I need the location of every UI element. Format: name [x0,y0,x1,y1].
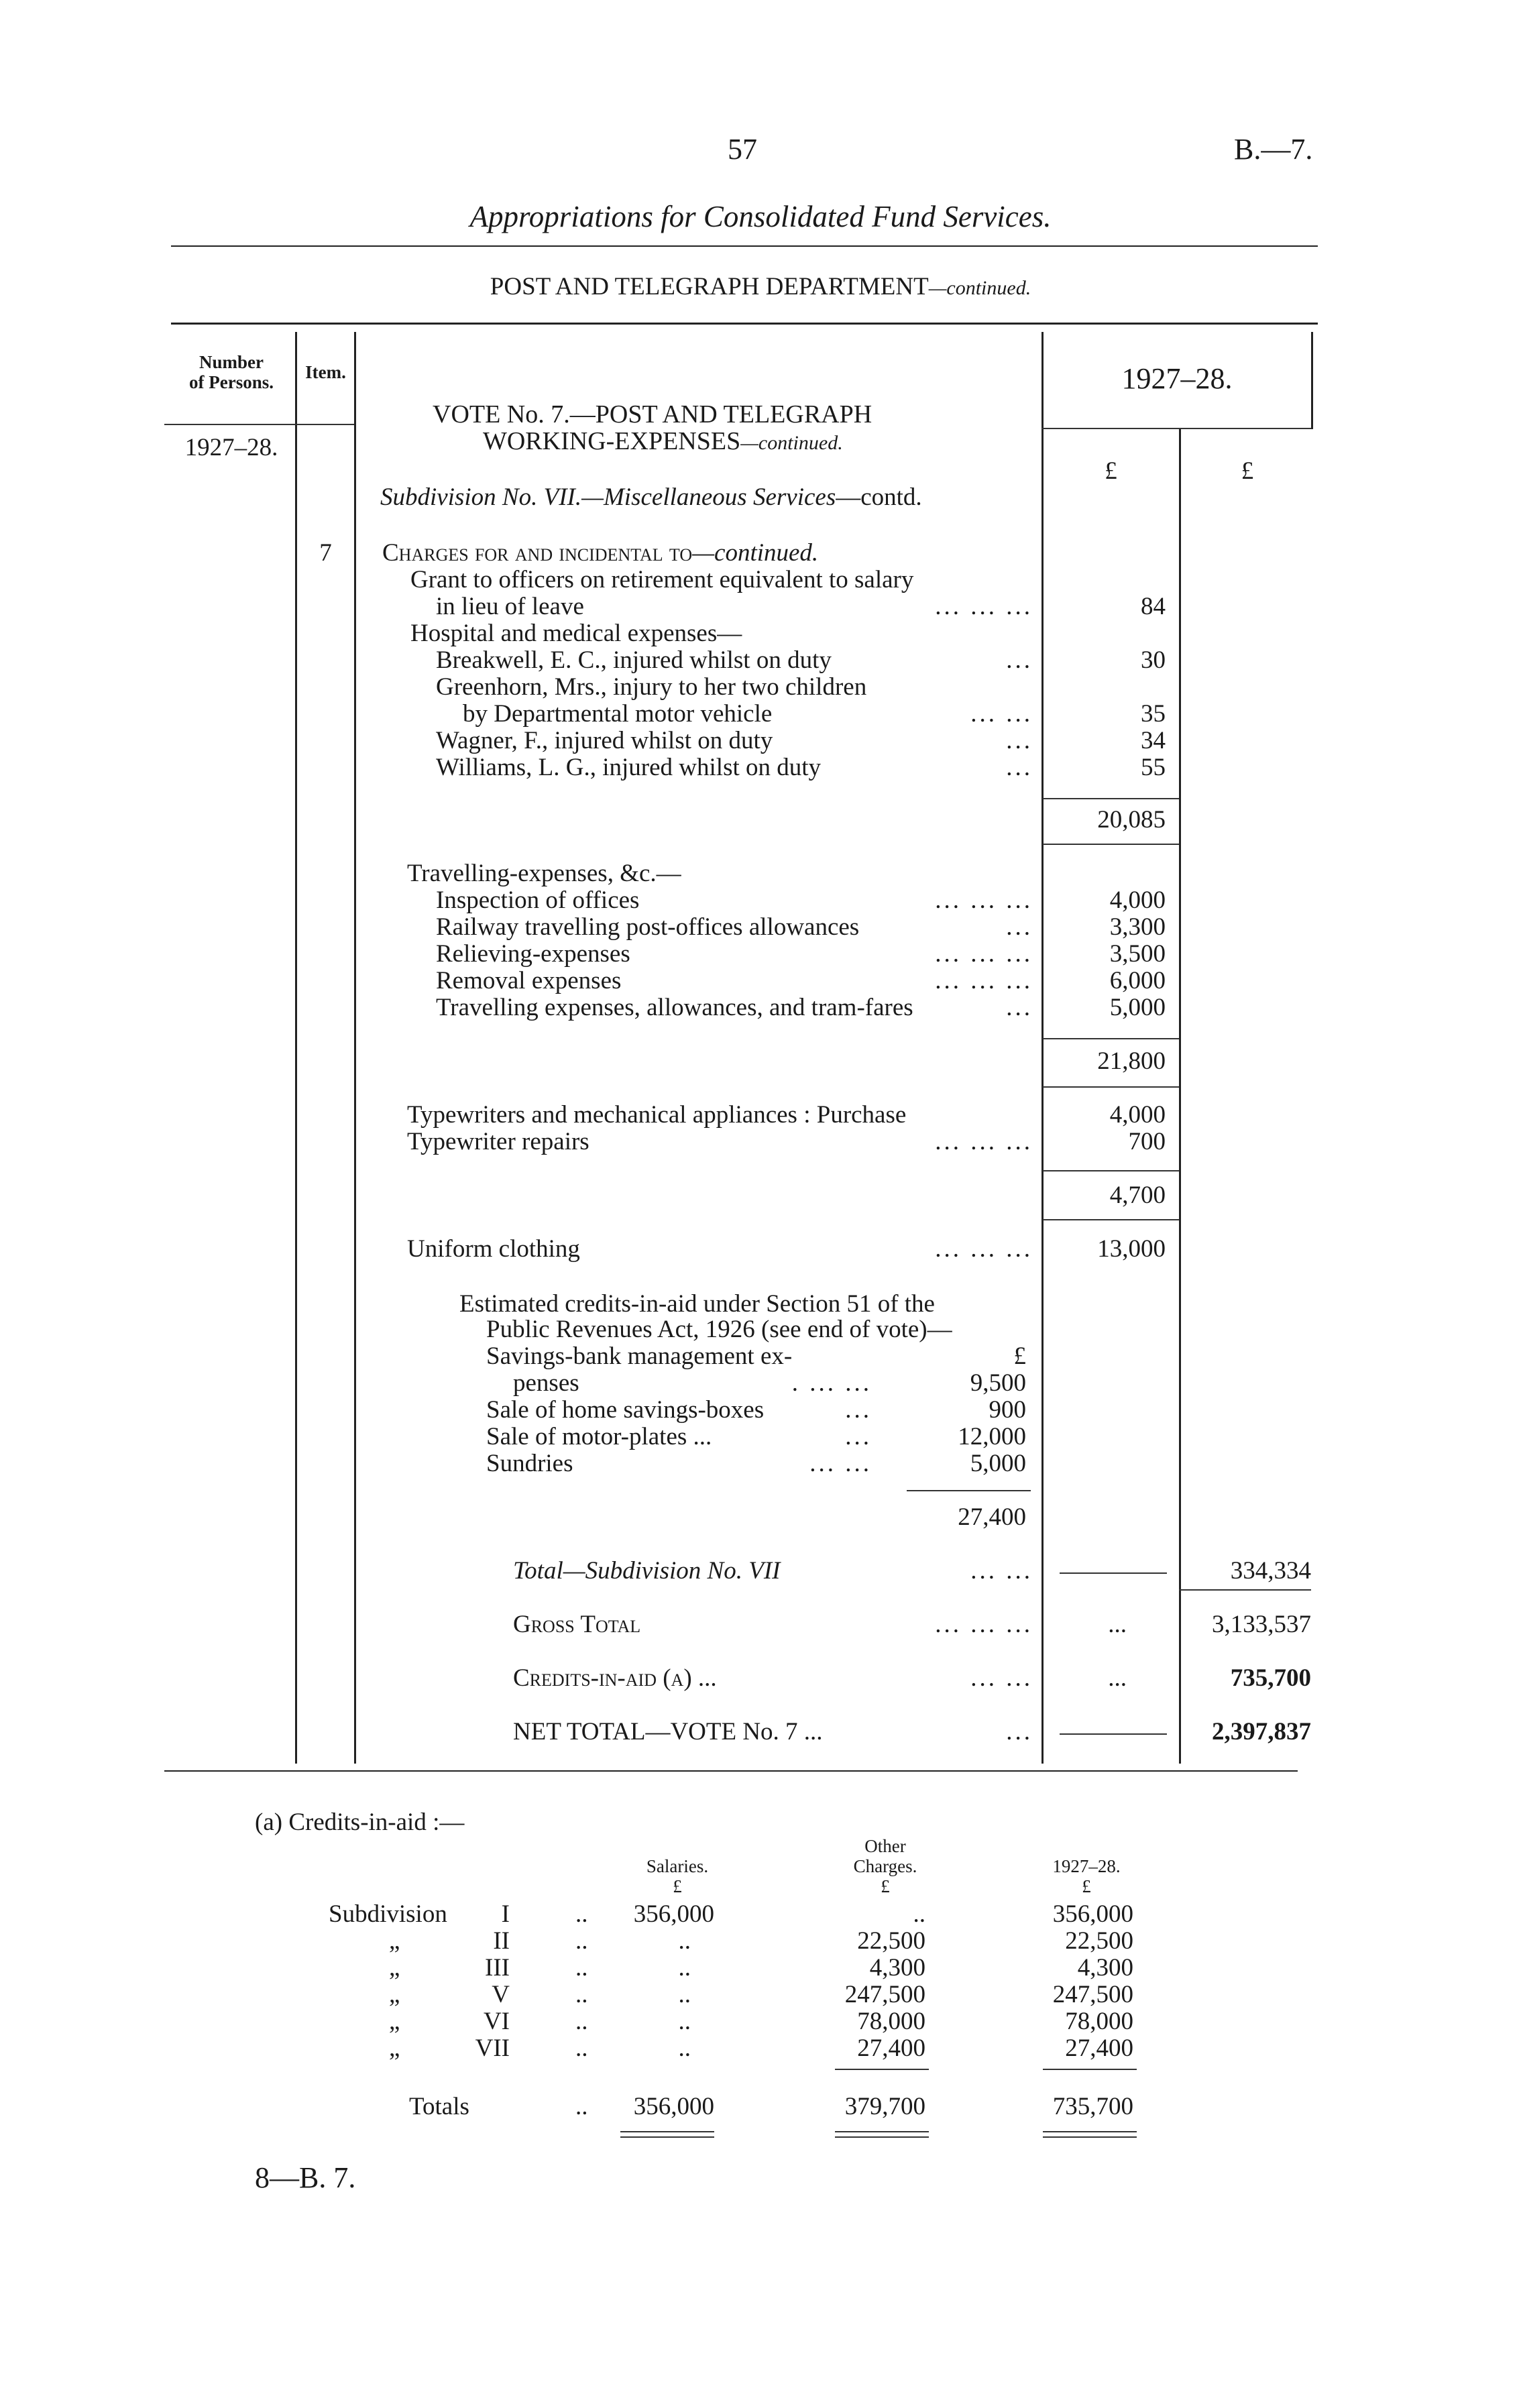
footnote-year-double-rule [1043,2131,1137,2132]
credits-total: 27,400 [958,1503,1026,1531]
williams-amount: 55 [1141,754,1166,781]
footnote-heading: (a) Credits-in-aid :— [255,1809,465,1836]
item-header: Item. [305,362,346,382]
greenhorn-line1: Greenhorn, Mrs., injury to her two children [436,673,867,701]
net-total-label: NET TOTAL—VOTE No. 7 ... [513,1718,823,1745]
gross-total-mid-leader: ... [1108,1611,1127,1638]
year-header-rule [1041,428,1311,429]
travelling-subtotal-underline [1043,1086,1179,1088]
typewriters-purchase-label: Typewriters and mechanical appliances : Purchase [407,1101,907,1129]
footnote-row-other: 22,500 [857,1927,925,1955]
charges-heading-text: Charges for and incidental to [382,539,693,567]
footnote-row-dots: .. [575,1900,588,1928]
charges-heading-suffix: —continued. [692,539,819,567]
column-divider-amounts [1179,429,1181,1764]
hospital-heading: Hospital and medical expenses— [410,620,742,647]
persons-year: 1927–28. [184,434,278,461]
charges-heading [382,540,818,567]
footnote-totals-other: 379,700 [844,2093,925,2120]
subdivision-suffix: —contd. [836,483,922,511]
typewriters-subtotal-rule [1043,1170,1179,1171]
typewriters-repairs-leader: ... ... ... [935,1128,1033,1155]
travelling-subtotal: 21,800 [1097,1047,1166,1075]
footnote-salaries-double-rule [620,2136,714,2138]
footnote-col-other-line1: Other [864,1836,906,1856]
travelling-item-amount: 6,000 [1109,967,1166,994]
charges-subtotal: 20,085 [1097,806,1166,834]
footnote-row-other: 27,400 [857,2034,925,2062]
credits-heading-line2: Public Revenues Act, 1926 (see end of vote)— [486,1316,952,1343]
charges-subtotal-rule [1043,798,1179,799]
travelling-item-label: Relieving-expenses [436,940,630,968]
footnote-row-roman: III [485,1954,510,1982]
subdivision-total-underline [1179,1589,1311,1591]
footnote-row-year: 78,000 [1065,2008,1133,2035]
footnote-row-salaries: 356,000 [633,1900,714,1928]
travelling-item-leader: ... ... ... [935,886,1033,914]
footnote-row-year: 247,500 [1052,1981,1133,2008]
credits-in-aid-label: Credits-in-aid (a) ... [513,1664,717,1692]
footnote-row-roman: I [501,1900,510,1928]
footnote-totals-dots: .. [575,2093,588,2120]
uniform-label: Uniform clothing [407,1235,580,1263]
footnote-row-dots: .. [575,2034,588,2062]
uniform-amount: 13,000 [1097,1235,1166,1263]
boxes-amount: 900 [989,1396,1026,1424]
travelling-item-leader: ... ... ... [935,967,1033,994]
footnote-row-dots: .. [575,1927,588,1955]
footnote-row-label: „ [389,1954,400,1982]
travelling-item-leader: ... [1006,913,1033,941]
footnote-row-dots: .. [575,2008,588,2035]
footnote-col-salaries: Salaries. [646,1856,709,1876]
table-bottom-rule [164,1770,1298,1772]
page-signature: 8—B. 7. [255,2161,356,2194]
footnote-row-other: .. [913,1900,925,1928]
plates-amount: 12,000 [958,1423,1026,1450]
greenhorn-line2: by Departmental motor vehicle [463,700,773,728]
footnote-row-roman: VII [475,2034,510,2062]
typewriters-subtotal-underline [1043,1219,1179,1220]
greenhorn-leader: ... ... [970,700,1033,728]
footnote-row-salaries: .. [678,1927,691,1955]
plates-label: Sale of motor-plates ... [486,1423,712,1450]
pound-column-1: £ [1105,457,1117,485]
grant-leader: ... ... ... [935,593,1033,620]
breakwell-amount: 30 [1141,646,1166,674]
column-divider-right [1311,332,1313,429]
williams-label: Williams, L. G., injured whilst on duty [436,754,822,781]
document-reference: B.—7. [1234,133,1313,166]
credits-heading-line1: Estimated credits-in-aid under Section 51 of the [459,1290,935,1318]
footnote-row-dots: .. [575,1954,588,1982]
footnote-row-salaries: .. [678,1981,691,2008]
grant-line1: Grant to officers on retirement equivalent to salary [410,566,914,593]
savings-amount: 9,500 [970,1369,1026,1397]
persons-header-line2: of Persons. [189,372,274,392]
travelling-heading: Travelling-expenses, &c.— [407,860,681,887]
footnote-row-label: „ [389,2034,400,2062]
wagner-amount: 34 [1141,727,1166,754]
year-header: 1927–28. [1121,362,1233,395]
subdivision-title [380,484,922,511]
boxes-label: Sale of home savings-boxes [486,1396,765,1424]
footnote-row-year: 356,000 [1052,1900,1133,1928]
travelling-item-label: Travelling expenses, allowances, and tram-fares [436,994,913,1021]
footnote-salaries-double-rule [620,2131,714,2132]
subdivision-total-dash [1060,1572,1167,1574]
footnote-year-double-rule [1043,2136,1137,2138]
travelling-item-label: Railway travelling post-offices allowances [436,913,860,941]
charges-subtotal-underline [1043,844,1179,845]
credits-pound: £ [1013,1342,1026,1370]
net-total-leader: ... [1006,1718,1033,1745]
footnote-row-salaries: .. [678,2008,691,2035]
footnote-row-roman: VI [483,2008,510,2035]
grant-line2: in lieu of leave [436,593,584,620]
travelling-item-amount: 5,000 [1109,994,1166,1021]
footnote-row-salaries: .. [678,2034,691,2062]
vote-title-text: WORKING-EXPENSES [483,427,741,455]
sundries-amount: 5,000 [970,1450,1026,1477]
gross-total-leader: ... ... ... [935,1611,1033,1638]
subdivision-total-amount: 334,334 [1230,1557,1311,1585]
breakwell-leader: ... [1006,646,1033,674]
sundries-leader: ... ... [809,1450,872,1477]
persons-header-rule [164,424,354,425]
subdivision-name: Subdivision No. VII.—Miscellaneous Services [380,483,836,511]
footnote-other-double-rule [835,2131,929,2132]
greenhorn-amount: 35 [1141,700,1166,728]
footnote-row-label: „ [389,2008,400,2035]
typewriters-purchase-amount: 4,000 [1109,1101,1166,1129]
running-title: Appropriations for Consolidated Fund Services. [469,200,1052,233]
footnote-col-other-line2: Charges. [853,1856,917,1876]
travelling-item-leader: ... [1006,994,1033,1021]
vote-title-suffix: —continued. [740,432,843,454]
typewriters-subtotal: 4,700 [1109,1182,1166,1209]
column-divider-text [1041,332,1044,1764]
footnote-col-year: 1927–28. [1052,1856,1121,1876]
vote-title-line1: VOTE No. 7.—POST AND TELEGRAPH [433,400,872,428]
typewriters-repairs-label: Typewriter repairs [407,1128,589,1155]
footnote-row-label: „ [389,1981,400,2008]
footnote-row-year: 22,500 [1065,1927,1133,1955]
plates-leader: ... [845,1423,872,1450]
department-heading [0,274,1521,302]
column-divider-item [354,332,356,1764]
footnote-totals-salaries: 356,000 [633,2093,714,2120]
footnote-row-other: 4,300 [869,1954,925,1982]
footnote-row-roman: II [493,1927,510,1955]
footnote-col-year-pound: £ [1082,1876,1091,1896]
wagner-label: Wagner, F., injured whilst on duty [436,727,773,754]
credits-in-aid-mid-leader: ... [1108,1664,1127,1692]
page-number: 57 [728,133,757,166]
footnote-row-other: 247,500 [844,1981,925,2008]
travelling-item-label: Removal expenses [436,967,622,994]
uniform-leader: ... ... ... [935,1235,1033,1263]
typewriters-repairs-amount: 700 [1128,1128,1166,1155]
footnote-row-dots: .. [575,1981,588,2008]
credits-in-aid-leader: ... ... [970,1664,1033,1692]
footnote-row-label: „ [389,1927,400,1955]
boxes-leader: ... [845,1396,872,1424]
footnote-row-year: 27,400 [1065,2034,1133,2062]
gross-total-label: Gross Total [513,1611,641,1638]
footnote-other-double-rule [835,2136,929,2138]
savings-leader: . ... ... [791,1369,872,1397]
credits-total-rule [907,1490,1031,1491]
department-name: POST AND TELEGRAPH DEPARTMENT [490,273,929,300]
savings-line1: Savings-bank management ex- [486,1342,793,1370]
footnote-other-rule [835,2069,929,2070]
travelling-item-amount: 3,300 [1109,913,1166,941]
footnote-year-rule [1043,2069,1137,2070]
footnote-col-salaries-pound: £ [673,1876,682,1896]
travelling-item-amount: 4,000 [1109,886,1166,914]
footnote-row-year: 4,300 [1077,1954,1133,1982]
net-total-amount: 2,397,837 [1212,1718,1311,1745]
table-top-rule [171,323,1318,325]
footnote-row-label: Subdivision [329,1900,447,1928]
grant-amount: 84 [1141,593,1166,620]
item-number: 7 [319,539,332,567]
sundries-label: Sundries [486,1450,573,1477]
breakwell-label: Breakwell, E. C., injured whilst on duty [436,646,832,674]
footnote-col-other-pound: £ [881,1876,890,1896]
gross-total-amount: 3,133,537 [1212,1611,1311,1638]
header-rule [171,245,1318,247]
travelling-subtotal-rule [1043,1038,1179,1039]
travelling-item-label: Inspection of offices [436,886,640,914]
footnote-row-other: 78,000 [857,2008,925,2035]
travelling-item-amount: 3,500 [1109,940,1166,968]
travelling-item-leader: ... ... ... [935,940,1033,968]
footnote-row-salaries: .. [678,1954,691,1982]
footnote-totals-label: Totals [409,2093,469,2120]
vote-title-line2 [483,428,843,457]
footnote-row-roman: V [492,1981,510,2008]
pound-column-2: £ [1241,457,1254,485]
credits-in-aid-amount: 735,700 [1230,1664,1311,1692]
subdivision-total-label: Total—Subdivision No. VII [513,1557,781,1585]
williams-leader: ... [1006,754,1033,781]
subdivision-total-leader: ... ... [970,1557,1033,1585]
department-suffix: —continued. [928,277,1031,299]
net-total-dash [1060,1733,1167,1735]
persons-header-line1: Number [199,352,264,372]
wagner-leader: ... [1006,727,1033,754]
savings-line2: penses [513,1369,579,1397]
footnote-totals-year: 735,700 [1052,2093,1133,2120]
